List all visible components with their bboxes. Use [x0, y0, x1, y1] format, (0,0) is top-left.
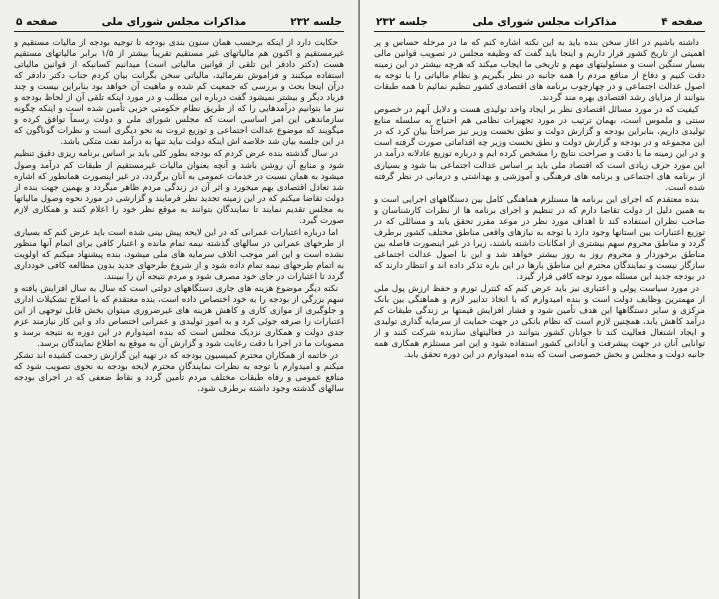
left-paragraph: در خاتمه از همکاران محترم کمیسیون بودجه که در تهیه این گزارش زحمت کشیده اند تشکر میکنم و امیدوارم با توجه به نظرات نمایندگان محترم لایحه بودجه به نحوی تصویب شود که منافع عمومی و رفاه طبقات مختلف مردم تأمین گردد و نقاط ضعفی که در اجرای بودجه سالهای گذشته وجود داشته برطرف شود. — [14, 351, 344, 395]
right-page-number: صفحه ۴ — [661, 16, 703, 28]
left-title: مذاکرات مجلس شورای ملی — [101, 16, 247, 28]
right-page-header — [374, 16, 705, 32]
right-paragraph: بنده معتقدم که اجرای این برنامه ها مستلزم هماهنگی کامل بین دستگاههای اجرایی است و به همین دلیل از دولت تقاضا دارم که در تنظیم و اجرای برنامه ها از نظرات کارشناسان و صاحب نظران استفاده کند تا اهداف مورد نظر در موعد مقرر تحقق یابد و مسائلی که در توزیع اعتبارات بین استانها وجود دارد با توجه به نیازهای واقعی مناطق مختلف کشور برطرف گردد و مناطق محروم سهم بیشتری از امکانات داشته باشند، زیرا در غیر اینصورت فاصله بین مناطق برخوردار و محروم روز به روز بیشتر خواهد شد و این با اصول عدالت اجتماعی سازگار نیست و نمایندگان محترم این مناطق بارها در این باره تذکر داده اند و انتظار دارند که در بودجه جدید این مسئله مورد توجه کافی قرار گیرد. — [374, 194, 705, 282]
left-paragraph: حکایت دارد از اینکه برحسب همان سنون بندی بودجه تا توجیه بودجه از مالیات مستقیم و غیرمستقیم و اکنون هم مالیاتهای غیر مستقیم تقریباً بیشتر از ۱/۵ برابر مالیاتهای مستقیم هست (دکتر دادفر این تلقی از قوانین مالیاتی است) میدانیم کسانیکه از قوانین مالیاتی استفاده میکنند و فراموش نفرمائید، مالیاتی سخن بگرانت بیان کردم جناب دکتر دادفر که درآن اینجا بحث و بررسی که جمعیت کم شده و ماهیت آن خواهد بود بنابراین بیست و چند فریاد دیگر و بیشتر نمیشود گفت درباره این مطلب و در مورد اینکه تلقی آن از لحاظ بودجه و نیز ما بتوانیم درآمدهایی را که از طریق نظام حکومتی حزبی تأمین شده است و اینکه چگونه سازماندهی این امر اساسی است که مجلس شورای ملی و دولت رسماً توافق کرده و میگویند که موضوع عدالت اجتماعی و توزیع ثروت به نحو دیگری است و نظرات گوناگون که در این جلسه بیان شد خلاصه اش اینکه دولت نباید تنها به درآمد نفت متکی باشد. — [14, 38, 344, 148]
left-session-label: جلسه ۲۳۲ — [290, 16, 342, 28]
right-title: مذاکرات مجلس شورای ملی — [472, 16, 617, 28]
left-paragraph: اما درباره اعتبارات عمرانی که در این لایحه پیش بینی شده است باید عرض کنم که بسیاری از طرحهای عمرانی در سالهای گذشته نیمه تمام مانده و اعتبار کافی برای اتمام آنها منظور نشده است و این امر موجب اتلاف سرمایه های ملی میشود، بنده پیشنهاد میکنم که اولویت به اتمام طرحهای نیمه تمام داده شود و از شروع طرحهای جدید بدون مطالعه کافی خودداری گردد تا اعتبارات در جای خود مصرف شود و مردم نتیجه آن را ببینند. — [14, 227, 344, 282]
right-page-body — [374, 38, 705, 583]
left-page-number: صفحه ۵ — [16, 16, 58, 28]
left-paragraph: در سال گذشته بنده عرض کردم که بودجه بطور کلی باید بر اساس برنامه ریزی دقیق تنظیم شود و منابع آن روشن باشد و آنچه بعنوان مالیات غیرمستقیم از طبقات کم درآمد وصول میشود به همان نسبت در خدمات عمومی به آنان برگردد، در غیر اینصورت همانطور که اشاره شد تعادل اقتصادی بهم میخورد و اثر آن در زندگی مردم ظاهر میگردد و بهمین جهت بنده از دولت تقاضا میکنم که در این زمینه تجدید نظر فرمایند و گزارشی در مورد نحوه وصول مالیاتها به مجلس تقدیم نمایند تا نمایندگان بتوانند به موقع نظر خود را اعلام کنند و همکاری لازم صورت گیرد. — [14, 149, 344, 226]
left-paragraph: نکته دیگر موضوع هزینه های جاری دستگاههای دولتی است که سال به سال افزایش یافته و سهم بزرگی از بودجه را به خود اختصاص داده است، بنده معتقدم که با اصلاح تشکیلات اداری و جلوگیری از موازی کاری و کاهش هزینه های غیرضروری میتوان بخش قابل توجهی از این اعتبارات را صرفه جوئی کرد و به امور تولیدی و عمرانی اختصاص داد و این کار نیازمند عزم جدی دولت و همکاری نزدیک مجلس است که بنده امیدوارم در این دوره به نتیجه برسد و مصوبات ما در اجرا با دقت رعایت شود و گزارش آن به موقع به اطلاع نمایندگان برسد. — [14, 284, 344, 350]
right-page — [360, 0, 719, 599]
right-paragraph: در مورد سیاست پولی و اعتباری نیز باید عرض کنم که کنترل تورم و حفظ ارزش پول ملی از مهمترین وظایف دولت است و بنده امیدوارم که با اتخاذ تدابیر لازم و هماهنگی بین بانک مرکزی و سایر دستگاهها این هدف تأمین شود و فشار افزایش قیمتها بر زندگی طبقات کم درآمد کاهش یابد، همچنین لازم است که نظام بانکی در جهت حمایت از سرمایه گذاری تولیدی و ایجاد اشتغال فعالیت کند تا جوانان کشور بتوانند در فعالیتهای سازنده شرکت کنند و از توانایی آنان در جهت پیشرفت و آبادانی کشور استفاده شود و این امر مستلزم همکاری همه جانبه دولت و مجلس و بخش خصوصی است که بنده امیدوارم در این دوره تحقق یابد. — [374, 284, 705, 361]
left-page — [0, 0, 359, 599]
right-paragraph: کیفیت که در مورد مسائل اقتصادی نظر بر ایجاد واحد تولیدی هست و دلایل آنهم در خصوص سنتی و ملموس است، بهمان ترتیب در مورد تجهیزات نظامی هم احتیاج به سلسله منابع تولیدی داریم، بنابراین بودجه و گزارش دولت و نطق نخست وزیر نیز صراحتاً بیان کرد که در این مجموعه و در بودجه و گزارش دولت و نطق نخست وزیر چه اقداماتی صورت گرفته است و در این زمینه ما با دقت و صراحت نتایج را مشخص کرده ایم و درباره توزیع عادلانه درآمد در این مورد حرف زیادی است که اقتصاد ملی باید بر اساس عدالت اجتماعی بنا شود و بسیاری از برنامه های اجتماعی و برنامه های فرهنگی و آموزشی و بهداشتی و درمانی در نظر گرفته شده است. — [374, 105, 705, 193]
left-page-body — [14, 38, 344, 583]
right-session-label: جلسه ۲۳۲ — [376, 16, 428, 28]
right-paragraph: داشته باشیم در آغاز سخن بنده باید به این نکته اشاره کنم که ما در مرحله حساس و پر اهمیتی از تاریخ کشور قرار داریم و اینجا باید گفت که وظیفه مجلس در تصویب قوانین مالی بسیار سنگین است و مسئولیتهای مهم و تاریخی ما ایجاب میکند که هرچه بیشتر در این زمینه دقت کنیم و دفاع از منافع مردم را همه جانبه در نظر بگیریم و نظام مالیاتی را با توجه به اصول عدالت اجتماعی و در چهارچوب برنامه های اقتصادی کشور تنظیم نمائیم تا همه طبقات بتوانند از مزایای رشد اقتصادی بهره مند گردند. — [374, 38, 705, 104]
left-page-header — [14, 16, 344, 32]
